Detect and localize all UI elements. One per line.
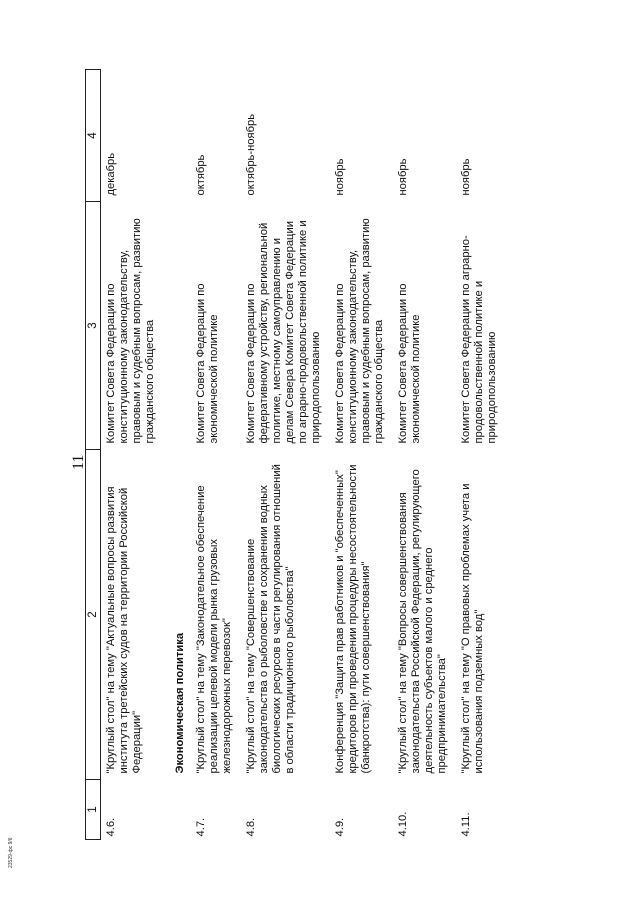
date-text: ноябрь <box>334 158 346 196</box>
event-text: "Круглый стол" на тему "О правовых проблемах учета и использования подземных вод" <box>460 483 485 774</box>
date-text: октябрь <box>195 154 207 196</box>
column-header-3: 3 <box>86 202 101 450</box>
responsible-text: Комитет Совета Федерации по конституционному законодательству, правовым и судебным вопросам, развитию гражданского общества <box>105 218 156 444</box>
table-row <box>241 70 330 840</box>
responsible-text: Комитет Совета Федерации по экономической политике <box>195 283 220 444</box>
event-text: "Круглый стол" на тему "Законодательное обеспечение реализации целевой модели рынка грузовых железнодорожных перевозок" <box>195 485 233 774</box>
section-row <box>164 70 191 840</box>
header-row <box>86 70 101 840</box>
date-text: ноябрь <box>397 158 409 196</box>
responsible-text: Комитет Совета Федерации по федеративному устройству, региональной политике, местному самоуправлению и делам Севера Комитет Совета Федерации по аграрно-продовольственной политике и природопользованию <box>245 220 322 444</box>
responsible-text: Комитет Совета Федерации по аграрно-продовольственной политике и природопользованию <box>460 235 498 444</box>
row-number: 4.8. <box>245 817 257 837</box>
footer-code: 23529-фс 9/6 <box>8 837 14 868</box>
date-text: октябрь-ноябрь <box>245 113 257 196</box>
plan-table <box>85 69 506 840</box>
rotated-content <box>70 70 635 840</box>
table-row <box>393 70 456 840</box>
event-text: Конференция "Защита прав работников и "обеспеченных" кредиторов при проведении процедуры несостоятельности (банкротства): пути совершенствования" <box>334 464 372 774</box>
responsible-text: Комитет Совета Федерации по конституционному законодательству, правовым и судебным вопросам, развитию гражданского общества <box>334 218 385 444</box>
table-row <box>456 70 506 840</box>
table-row <box>101 70 165 840</box>
event-text: "Круглый стол" на тему "Актуальные вопросы развития института третейских судов на территории Российской Федерации" <box>105 486 143 774</box>
event-text: "Круглый стол" на тему "Вопросы совершенствования законодательства Российской Федерации, регулирующего деятельность субъектов малого и среднего предпринимательства" <box>397 469 448 774</box>
row-number: 4.7. <box>195 817 207 837</box>
table-row <box>330 70 393 840</box>
row-number: 4.9. <box>334 817 346 837</box>
table-row <box>191 70 241 840</box>
row-number: 4.10. <box>397 811 409 837</box>
event-text: "Круглый стол" на тему "Совершенствование законодательства о рыболовстве и сохранении водных биологических ресурсов в части регулирования отношений в области традиционного рыболовства" <box>245 464 296 774</box>
column-header-1: 1 <box>86 780 101 840</box>
table-body <box>101 70 507 840</box>
section-title: Экономическая политика <box>174 632 186 774</box>
column-header-2: 2 <box>86 450 101 780</box>
row-number: 4.6. <box>105 817 117 837</box>
date-text: ноябрь <box>460 158 472 196</box>
row-number: 4.11. <box>460 812 472 837</box>
responsible-text: Комитет Совета Федерации по экономической политике <box>397 283 422 444</box>
page-number: 11 <box>70 454 87 470</box>
column-header-4: 4 <box>86 70 101 202</box>
date-text: декабрь <box>105 152 117 196</box>
